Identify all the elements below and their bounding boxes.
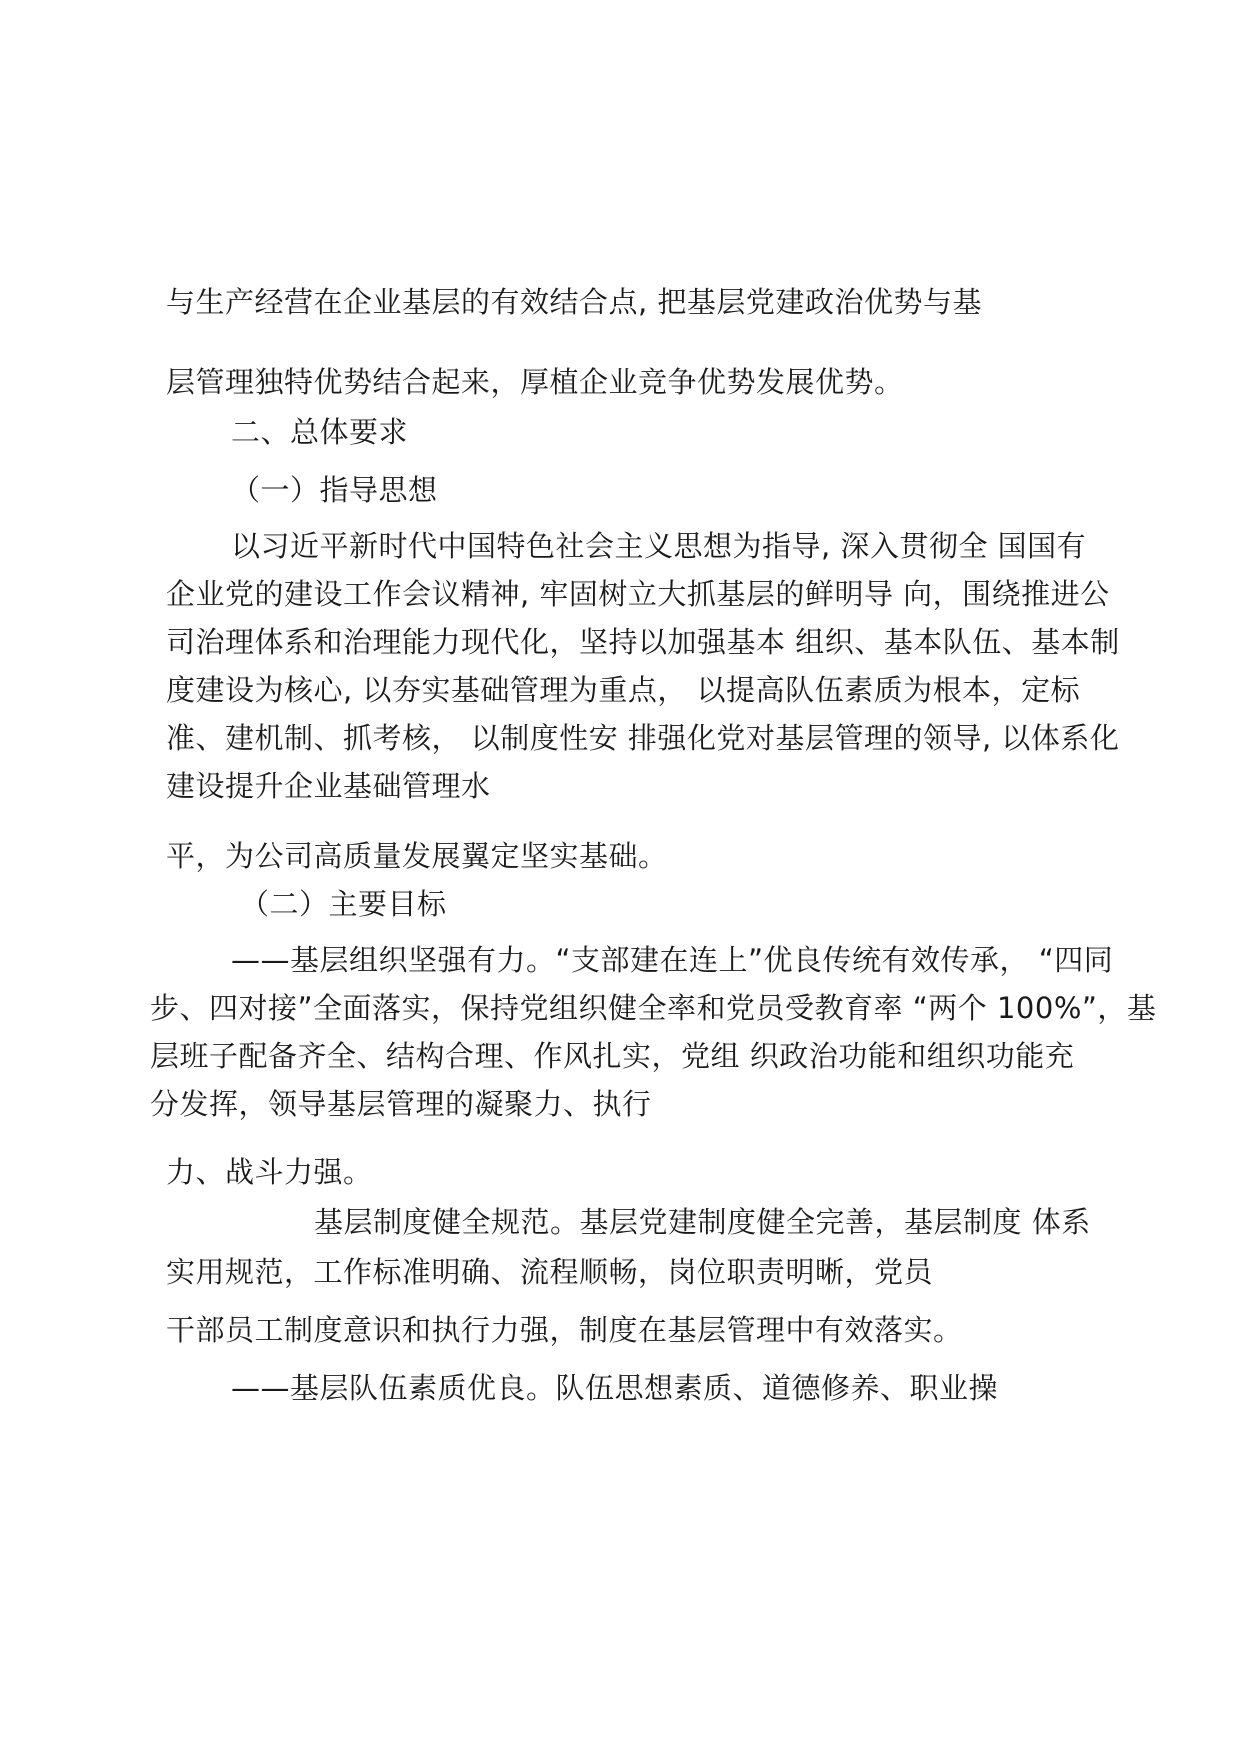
- paragraph-line: ——基层队伍素质优良。队伍思想素质、道德修养、职业操: [231, 1371, 999, 1405]
- paragraph-line: 企业党的建设工作会议精神, 牢固树立大抓基层的鲜明导 向，围绕推进公: [166, 577, 1110, 611]
- paragraph-line: 以习近平新时代中国特色社会主义思想为指导, 深入贯彻全 国国有: [231, 529, 1087, 563]
- paragraph-line: 平，为公司高质量发展翼定坚实基础。: [166, 839, 668, 873]
- subsection-heading: （一）指导思想: [231, 473, 438, 507]
- paragraph-line: 干部员工制度意识和执行力强，制度在基层管理中有效落实。: [166, 1313, 963, 1347]
- section-heading: 二、总体要求: [231, 415, 409, 449]
- paragraph-line: 准、建机制、抓考核， 以制度性安 排强化党对基层管理的领导, 以体系化: [166, 721, 1120, 755]
- paragraph-line: 基层制度健全规范。基层党建制度健全完善，基层制度 体系: [314, 1205, 1091, 1239]
- paragraph-line: 步、四对接”全面落实，保持党组织健全率和党员受教育率 “两个 100%”，基: [150, 991, 1157, 1025]
- paragraph-line: 度建设为核心, 以夯实基础管理为重点， 以提高队伍素质为根本，定标: [166, 673, 1081, 707]
- paragraph-line: ——基层组织坚强有力。“支部建在连上”优良传统有效传承， “四同: [231, 943, 1114, 977]
- paragraph-line: 实用规范，工作标准明确、流程顺畅，岗位职责明晰，党员: [166, 1255, 934, 1289]
- paragraph-line: 与生产经营在企业基层的有效结合点, 把基层党建政治优势与基: [166, 285, 982, 319]
- subsection-heading: （二）主要目标: [240, 887, 447, 921]
- paragraph-line: 层班子配备齐全、结构合理、作风扎实，党组 织政治功能和组织功能充: [150, 1039, 1075, 1073]
- paragraph-line: 分发挥，领导基层管理的凝聚力、执行: [150, 1087, 652, 1121]
- paragraph-line: 层管理独特优势结合起来，厚植企业竞争优势发展优势。: [166, 365, 904, 399]
- paragraph-line: 司治理体系和治理能力现代化，坚持以加强基本 组织、基本队伍、基本制: [166, 625, 1120, 659]
- paragraph-line: 建设提升企业基础管理水: [166, 769, 491, 803]
- paragraph-line: 力、战斗力强。: [166, 1155, 373, 1189]
